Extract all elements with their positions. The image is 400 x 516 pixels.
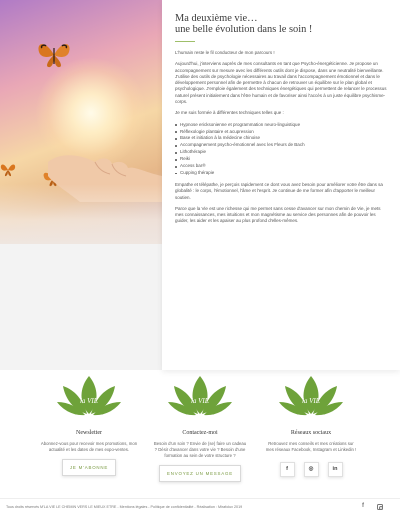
- social-buttons: [256, 462, 366, 477]
- empathy-paragraph: Empathe et télépathe, je perçois rapidement ce dont vous avez besoin pour améliorer votre être dans sa globalité : le corps, l'émotionnel, l'âme et l'esprit. Je continue de me former afin d'apporter le meilleur soutien.: [175, 181, 383, 200]
- list-item: Lithothérapie: [175, 149, 388, 156]
- lotus-logo-icon: [279, 370, 343, 418]
- page-title: [175, 13, 388, 35]
- newsletter-text: Abonnez-vous pour recevoir mes promotions, mon actualité et les dates de mes expo-ventes.: [40, 441, 138, 452]
- facebook-icon[interactable]: f: [362, 503, 364, 509]
- techniques-list: [175, 122, 388, 177]
- svg-text:la VIE: la VIE: [301, 397, 321, 405]
- contact-title: Contactez-moi: [182, 430, 218, 436]
- svg-text:la VIE: la VIE: [79, 397, 99, 405]
- facebook-icon[interactable]: f: [280, 462, 295, 477]
- list-item: Hypnose ericksonienne et programmation neuro-linguistique: [175, 122, 388, 129]
- list-item: Base et initiation à la médecine chinoise: [175, 135, 388, 142]
- contact-text: Besoin d'un soin ? Envie de (se) faire un cadeau ? Désir d'avancer dans votre vie ? Besoin d'une formation au sein de votre structure ?: [153, 441, 247, 458]
- linkedin-icon[interactable]: in: [328, 462, 343, 477]
- intro-paragraph: Aujourd'hui, j'interviens auprès de mes consultants en tant que Psycho-énergéticienne. Je propose un accompagnement sur mesure avec les différents outils dont je dispose, dans une neutralité bienveillante. J'utilise des outils de psychologie nécessaires au travail dans l'accompagnement émotionnel et dans le développement personnel afin de permettre à chacun de retrouver un équilibre sur le plan global et psychologique. J'emploie également des techniques énergétiques qui permettent de relancer le processus naturel présent initialement dans l'être humain et de favoriser ainsi l'accès à un juste équilibre psychisme-corps.: [175, 61, 387, 105]
- lotus-logo-icon: [168, 370, 232, 418]
- hero-image: [0, 0, 162, 244]
- lotus-logo-icon: [57, 370, 121, 418]
- social-column: [256, 370, 366, 477]
- list-item: Réflexologie plantaire et acupression: [175, 129, 388, 136]
- list-item: Cupping thérapie: [175, 170, 388, 177]
- title-accent: [175, 41, 195, 42]
- instagram-icon[interactable]: ◎: [304, 462, 319, 477]
- contact-column: [145, 370, 255, 482]
- newsletter-title: Newsletter: [76, 430, 102, 436]
- svg-text:la VIE: la VIE: [190, 397, 210, 405]
- list-item: Access bar®: [175, 163, 388, 170]
- newsletter-column: [34, 370, 144, 476]
- footer-legal-text[interactable]: Tous droits réservés M'LA VIE LE CHEMIN VERS LE MIEUX ETRE - Mentions légales - Politique de confidentialité - Réalisation : Mirafolux 2019: [6, 505, 243, 509]
- instagram-icon[interactable]: [377, 504, 383, 510]
- closing-paragraph: Parce que la Vie est une richesse qui me permet sans cesse d'avancer sur mon chemin de Vie, je mets mes connaissances, mes intuitions et mon magnétisme au service des personnes afin de pouvoir les guider, les aider et les apaiser au plus profond d'elles-mêmes.: [175, 205, 381, 224]
- send-message-button[interactable]: ENVOYEZ UN MESSAGE: [159, 465, 241, 482]
- butterfly-icon: [36, 40, 72, 70]
- title-line-1: Ma deuxième vie…: [175, 13, 258, 24]
- intro-card: [162, 0, 400, 370]
- title-line-2: une belle évolution dans le soin !: [175, 24, 313, 35]
- list-item: Reiki: [175, 156, 388, 163]
- footer-bar: [0, 498, 400, 516]
- footer-columns: [0, 370, 400, 498]
- butterfly-icon: [0, 162, 16, 178]
- social-text: Retrouvez mes conseils et mes créations sur mes réseaux Facebook, Instagram et Linkedin !: [265, 441, 357, 452]
- hero-ground: [0, 184, 162, 244]
- subscribe-button[interactable]: JE M'ABONNE: [62, 459, 116, 476]
- list-item: Accompagnement psycho-émotionnel avec les Fleurs de Bach: [175, 142, 388, 149]
- techniques-intro: Je me suis formée à différentes techniques telles que :: [175, 110, 284, 116]
- intro-lead: L'humain reste le fil conducteur de mon parcours !: [175, 50, 275, 55]
- social-title: Réseaux sociaux: [290, 430, 332, 436]
